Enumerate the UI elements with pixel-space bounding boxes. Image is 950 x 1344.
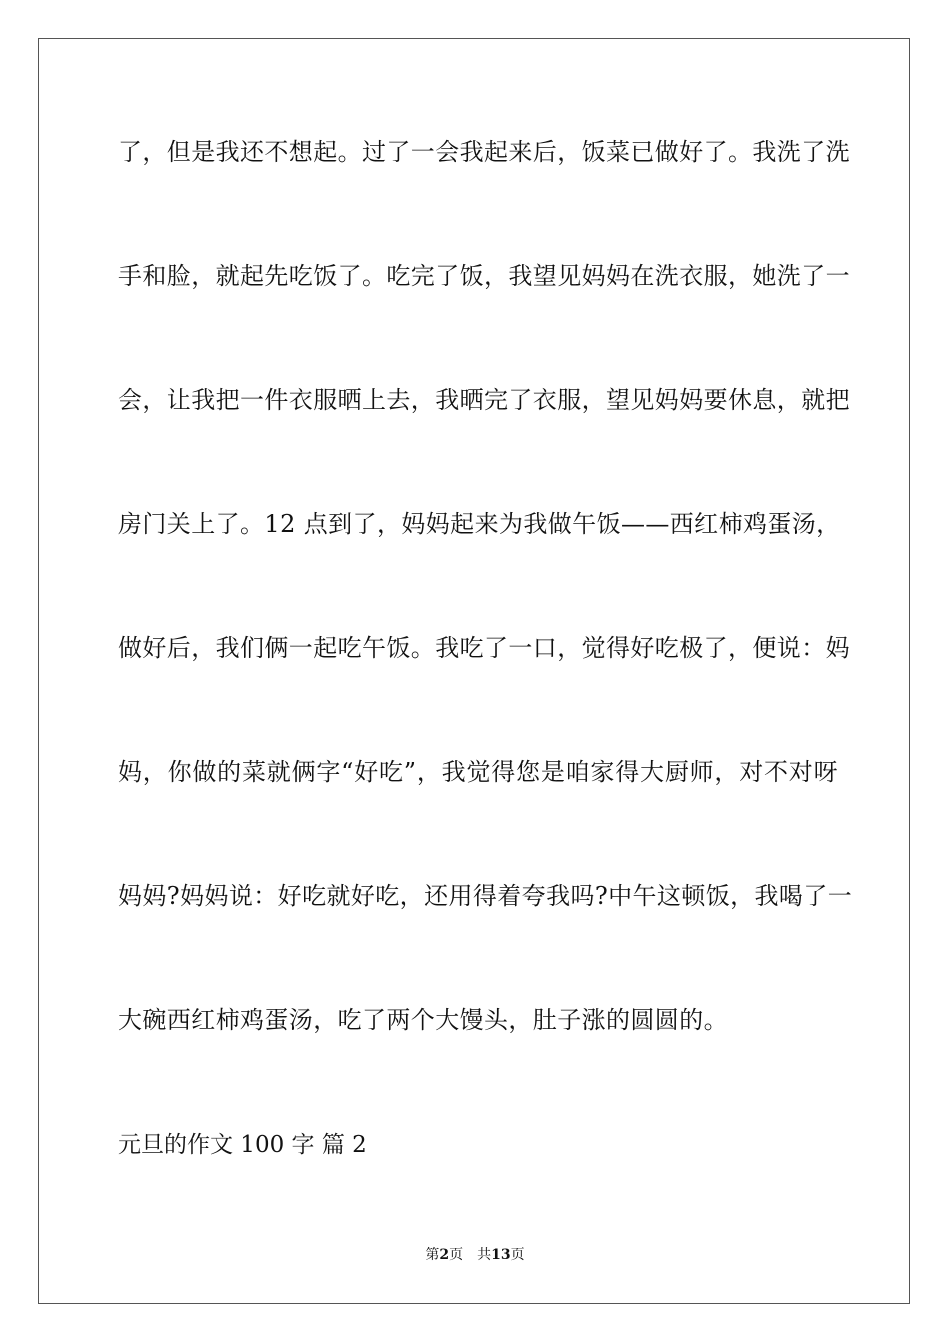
body-line-8: 大碗西红柿鸡蛋汤，吃了两个大馒头，肚子涨的圆圆的。 bbox=[118, 1006, 728, 1034]
body-line-7: 妈妈?妈妈说：好吃就好吃，还用得着夸我吗?中午这顿饭，我喝了一 bbox=[118, 882, 853, 910]
body-line-6: 妈，你做的菜就俩字“好吃”，我觉得您是咱家得大厨师，对不对呀 bbox=[118, 758, 838, 786]
section-heading: 元旦的作文 100 字 篇 2 bbox=[118, 1132, 367, 1158]
footer-total-prefix: 共 bbox=[477, 1247, 492, 1263]
body-line-2: 手和脸，就起先吃饭了。吃完了饭，我望见妈妈在洗衣服，她洗了一 bbox=[118, 262, 850, 290]
footer-total-unit: 页 bbox=[510, 1247, 525, 1263]
body-line-4: 房门关上了。12 点到了，妈妈起来为我做午饭——西红柿鸡蛋汤， bbox=[118, 510, 841, 538]
footer-page-unit: 页 bbox=[449, 1247, 464, 1263]
body-line-1: 了，但是我还不想起。过了一会我起来后，饭菜已做好了。我洗了洗 bbox=[118, 138, 850, 166]
page-footer bbox=[0, 1245, 950, 1265]
body-line-3: 会，让我把一件衣服晒上去，我晒完了衣服，望见妈妈要休息，就把 bbox=[118, 386, 850, 414]
footer-page-total: 13 bbox=[491, 1247, 511, 1263]
body-line-5: 做好后，我们俩一起吃午饭。我吃了一口，觉得好吃极了，便说：妈 bbox=[118, 634, 850, 662]
page-border bbox=[38, 38, 910, 1304]
footer-page-current: 2 bbox=[439, 1247, 450, 1263]
footer-page-prefix: 第 bbox=[425, 1247, 440, 1263]
